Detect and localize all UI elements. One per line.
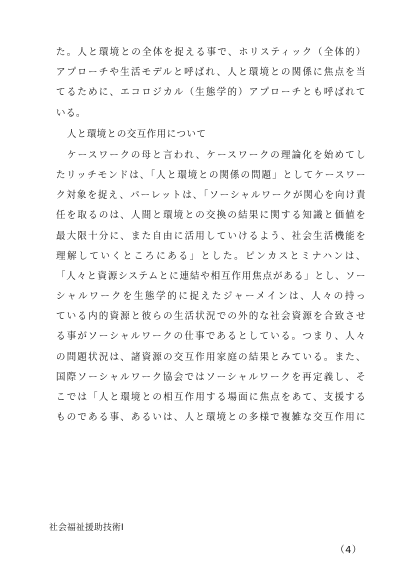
- text-line: ケースワークの母と言われ、ケースワークの理論化を始めてし: [67, 149, 366, 161]
- text-line: 最大限十分に、また自由に活用していけるよう、社会生活機能を: [56, 230, 366, 242]
- page-number: （4）: [335, 545, 362, 556]
- text-line: 国際ソーシャルワーク協会ではソーシャルワークを再定義し、そ: [56, 371, 366, 383]
- text-line: 任を取るのは、人間と環境との交換の結果に関する知識と価値を: [56, 210, 366, 222]
- text-line: こでは「人と環境との相互作用する場面に焦点をあて、支援する: [56, 392, 366, 403]
- text-line: 「人々と資源システムとに連結や相互作用焦点がある」とし、ソー: [56, 270, 366, 282]
- text-line: ク対象を捉え、パーレットは、「ソーシャルワークが関心を向け責: [56, 190, 366, 202]
- text-line: ものである事、あるいは、人と環境との多様で複雑な交互作用に: [56, 412, 366, 424]
- text-line: アプローチや生活モデルと呼ばれ、人と環境との関係に焦点を当: [56, 67, 366, 79]
- text-line: た。人と環境との全体を捉える事で、ホリスティック（全体的）: [56, 47, 366, 58]
- section-heading: 人と環境との交互作用について: [67, 128, 207, 140]
- text-line: る事がソーシャルワークの仕事であるとしている。つまり、人々: [56, 331, 366, 343]
- text-line: たリッチモンドは、「人と環境との関係の問題」としてケースワー: [56, 169, 366, 181]
- text-line: の問題状況は、諸資源の交互作用家庭の結果とみている。また、: [56, 351, 366, 363]
- text-line: ている内的資源と彼らの生活状況での外的な社会資源を合致させ: [56, 311, 366, 323]
- course-title: 社会福祉援助技術Ⅰ: [49, 523, 124, 533]
- text-line: 理解していくところにある」とした。ピンカスとミナハンは、: [56, 250, 366, 262]
- text-line: シャルワークを生態学的に捉えたジャーメインは、人々の持っ: [56, 291, 366, 303]
- text-line: てるために、エコロジカル（生態学的）アプローチとも呼ばれて: [56, 87, 366, 99]
- body-text: [56, 43, 366, 428]
- text-line: いる。: [56, 107, 86, 119]
